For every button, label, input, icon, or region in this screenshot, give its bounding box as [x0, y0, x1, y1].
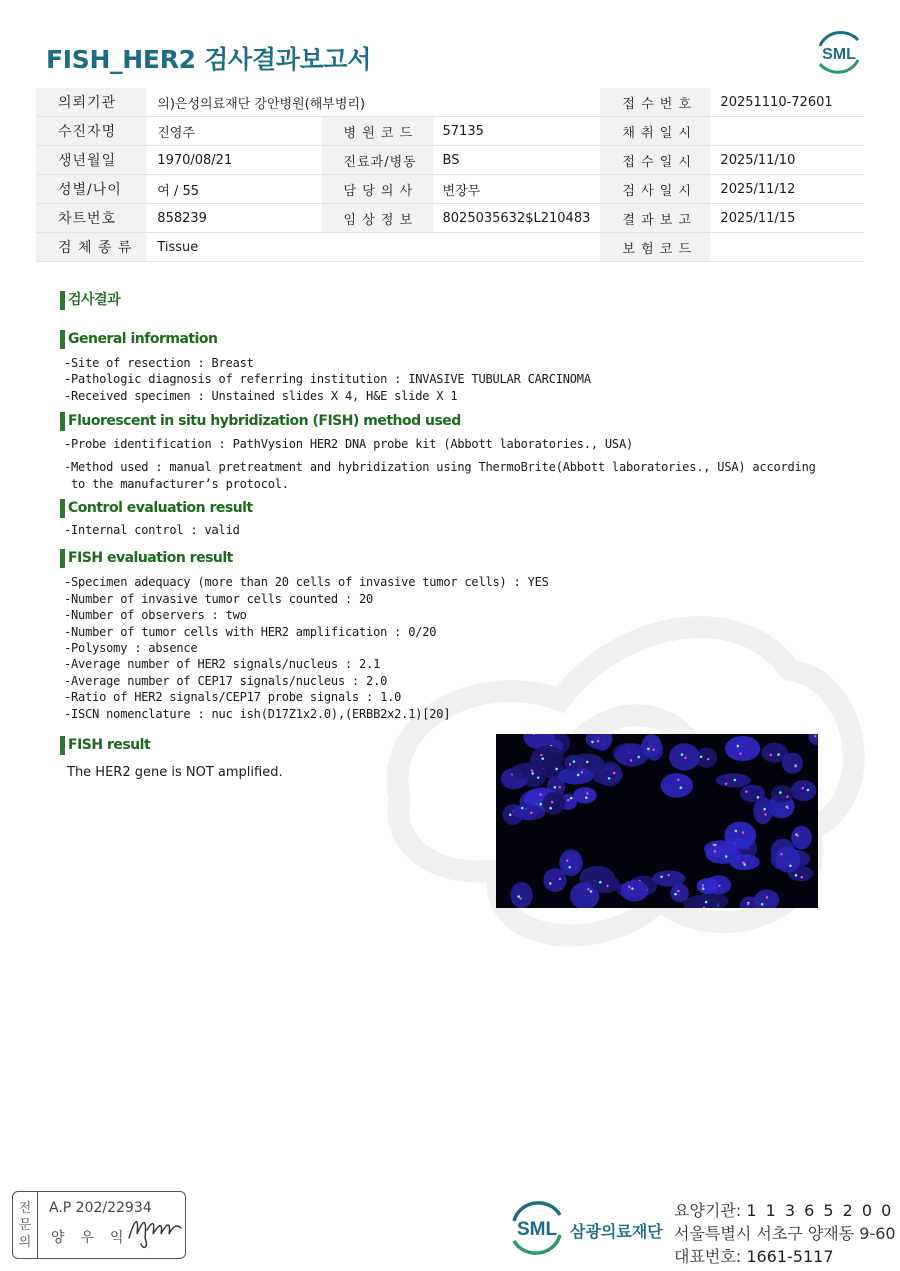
value-patient-name: 진영주	[147, 117, 321, 146]
stamp-side-char: 문	[18, 1217, 32, 1233]
stamp-ap-number: A.P 202/22934	[49, 1200, 152, 1216]
evaluation-line: -Average number of CEP17 signals/nucleus : 2.0	[64, 674, 388, 688]
label-requesting-institution: 의뢰기관	[36, 88, 147, 117]
footer-address: 서울특별시 서초구 양재동 9-60	[674, 1224, 896, 1243]
footer-phone-label: 대표번호:	[674, 1247, 742, 1266]
footer-org-name: 삼광의료재단	[570, 1222, 663, 1241]
sml-logo-icon	[812, 28, 866, 76]
label-collection-date: 채 취 일 시	[600, 117, 710, 146]
section-heading-evaluation: FISH evaluation result	[60, 549, 233, 568]
evaluation-line: -Polysomy : absence	[64, 641, 198, 655]
stamp-side-label	[13, 1192, 38, 1258]
fish-method-line: to the manufacturer’s protocol.	[64, 477, 289, 491]
value-received-date: 2025/11/10	[710, 146, 864, 175]
label-physician: 담 당 의 사	[322, 175, 433, 204]
label-report-date: 결 과 보 고	[600, 204, 710, 233]
label-test-date: 검 사 일 시	[600, 175, 710, 204]
report-title: FISH_HER2 검사결과보고서	[46, 45, 372, 74]
table-row	[36, 88, 864, 117]
evaluation-line: -Number of tumor cells with HER2 amplification : 0/20	[64, 625, 437, 639]
value-physician: 변장무	[433, 175, 601, 204]
patient-info-table	[36, 88, 864, 262]
section-heading-results: 검사결과	[60, 291, 120, 310]
fish-method-line: -Probe identification : PathVysion HER2 DNA probe kit (Abbott laboratories., USA)	[64, 437, 633, 451]
evaluation-line: -Average number of HER2 signals/nucleus : 2.1	[64, 657, 381, 671]
footer-phone	[674, 1244, 834, 1267]
evaluation-line: -Ratio of HER2 signals/CEP17 probe signals : 1.0	[64, 690, 402, 704]
value-test-date: 2025/11/12	[710, 175, 864, 204]
label-patient-name: 수진자명	[36, 117, 147, 146]
logo-text: SML	[822, 46, 856, 63]
value-sex-age: 여 / 55	[147, 175, 321, 204]
value-requesting-institution: 의)은성의료재단 강안병원(해부병리)	[147, 88, 600, 117]
general-line: -Received specimen : Unstained slides X 4, H&E slide X 1	[64, 389, 458, 403]
label-department: 진료과/병동	[322, 146, 433, 175]
evaluation-line: -Number of observers : two	[64, 608, 247, 622]
label-chart-number: 차트번호	[36, 204, 147, 233]
stamp-side-char: 의	[18, 1234, 32, 1250]
section-heading-general: General information	[60, 330, 217, 349]
label-insurance-code: 보 험 코 드	[600, 233, 710, 262]
value-hospital-code: 57135	[433, 117, 601, 146]
footer-code	[674, 1198, 893, 1221]
value-clinical-info: 8025035632$L210483	[433, 204, 601, 233]
fish-result-text: The HER2 gene is NOT amplified.	[67, 765, 283, 780]
table-row	[36, 233, 864, 262]
section-heading-control: Control evaluation result	[60, 499, 253, 518]
table-row	[36, 175, 864, 204]
footer-logo-text: SML	[516, 1219, 558, 1240]
value-collection-date	[710, 117, 864, 146]
value-birth-date: 1970/08/21	[147, 146, 321, 175]
value-department: BS	[433, 146, 601, 175]
control-line: -Internal control : valid	[64, 523, 240, 537]
fish-method-line: -Method used : manual pretreatment and hybridization using ThermoBrite(Abbott laboratories., USA) according	[64, 460, 816, 474]
label-clinical-info: 임 상 정 보	[322, 204, 433, 233]
evaluation-line: -Specimen adequacy (more than 20 cells of invasive tumor cells) : YES	[64, 575, 549, 589]
table-row	[36, 117, 864, 146]
general-line: -Site of resection : Breast	[64, 356, 254, 370]
footer-code-label: 요양기관:	[674, 1201, 742, 1220]
evaluation-line: -Number of invasive tumor cells counted : 20	[64, 592, 374, 606]
section-heading-fish-result: FISH result	[60, 736, 150, 755]
value-insurance-code	[710, 233, 864, 262]
signature-icon	[125, 1208, 185, 1252]
footer-phone-value: 1661-5117	[746, 1247, 834, 1266]
evaluation-line: -ISCN nomenclature : nuc ish(D17Z1x2.0),(ERBB2x2.1)[20]	[64, 707, 451, 721]
value-report-date: 2025/11/15	[710, 204, 864, 233]
value-chart-number: 858239	[147, 204, 321, 233]
footer-code-value: 1 1 3 6 5 2 0 0	[746, 1201, 894, 1220]
label-specimen-type: 검 체 종 류	[36, 233, 147, 262]
value-specimen-type: Tissue	[147, 233, 600, 262]
stamp-side-char: 전	[18, 1200, 32, 1216]
pathologist-stamp	[12, 1191, 186, 1259]
general-line: -Pathologic diagnosis of referring institution : INVASIVE TUBULAR CARCINOMA	[64, 372, 591, 386]
label-birth-date: 생년월일	[36, 146, 147, 175]
stamp-pathologist-name: 양우익	[51, 1230, 140, 1246]
value-accession-number: 20251110-72601	[710, 88, 864, 117]
label-received-date: 접 수 일 시	[600, 146, 710, 175]
section-heading-fish-method: Fluorescent in situ hybridization (FISH) method used	[60, 412, 461, 431]
fish-microscopy-image	[496, 734, 818, 908]
table-row	[36, 146, 864, 175]
label-sex-age: 성별/나이	[36, 175, 147, 204]
label-hospital-code: 병 원 코 드	[322, 117, 433, 146]
footer-sml-logo-icon	[508, 1199, 566, 1255]
table-row	[36, 204, 864, 233]
label-accession-number: 접 수 번 호	[600, 88, 710, 117]
